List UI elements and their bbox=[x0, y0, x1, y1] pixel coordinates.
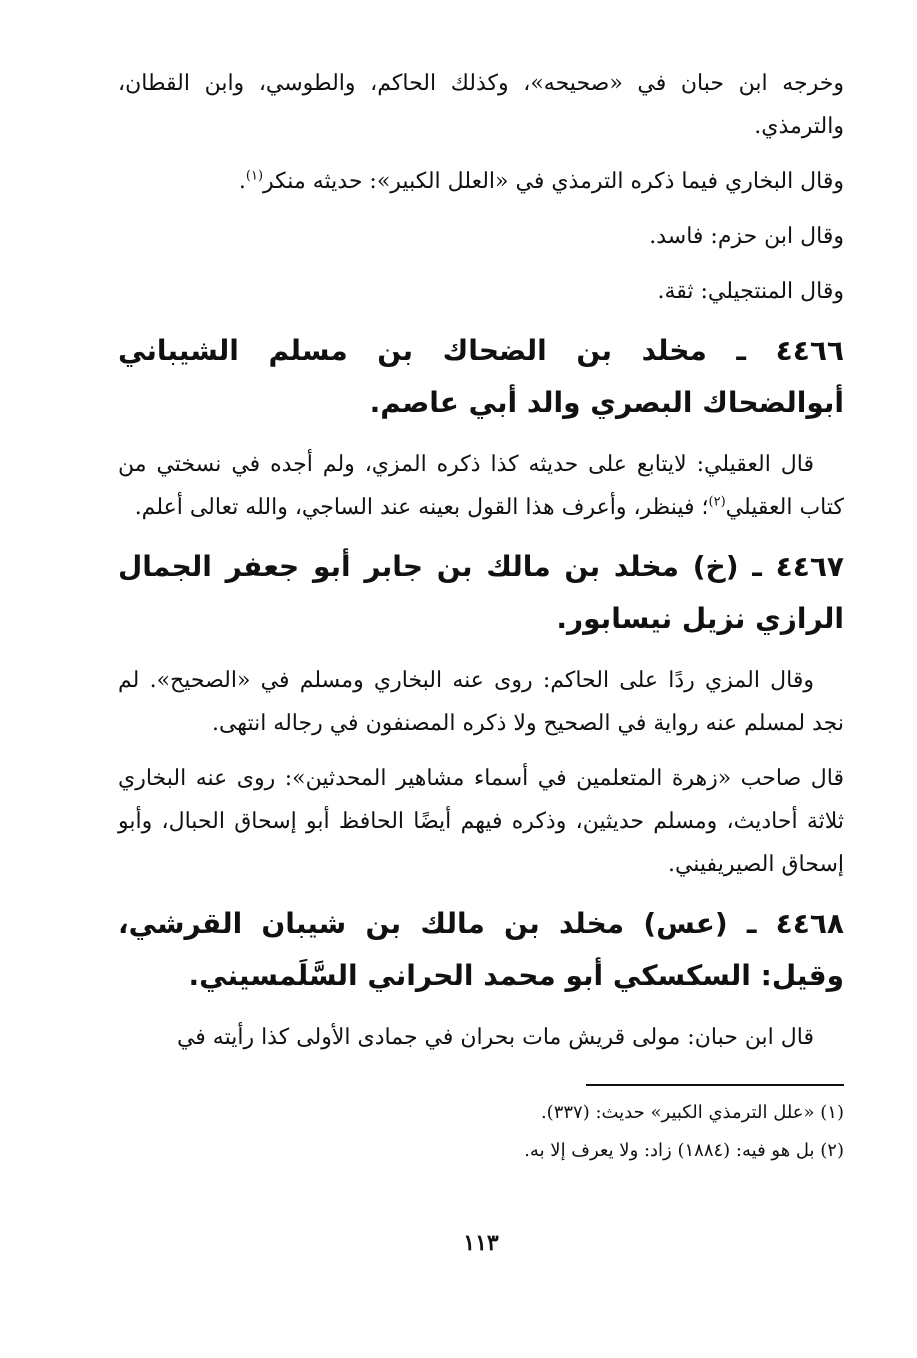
paragraph-text: وقال المزي ردًا على الحاكم: روى عنه البخاري ومسلم في «الصحيح». لم نجد لمسلم عنه رواية في الصحيح ولا ذكره المصنفون في رجاله انتهى. bbox=[118, 668, 844, 736]
paragraph-text: قال صاحب «زهرة المتعلمين في أسماء مشاهير المحدثين»: روى عنه البخاري ثلاثة أحاديث، ومسلم حديثين، وذكره فيهم أيضًا الحافظ أبو إسحاق الحبال، وأبو إسحاق الصيريفيني. bbox=[118, 766, 844, 877]
paragraph-text: وخرجه ابن حبان في «صحيحه»، وكذلك الحاكم، والطوسي، وابن القطان، والترمذي. bbox=[118, 71, 844, 139]
paragraph-text: قال العقيلي: لايتابع على حديثه كذا ذكره المزي، ولم أجده في نسختي من كتاب العقيلي bbox=[118, 452, 844, 520]
entry-heading bbox=[118, 325, 844, 429]
paragraph bbox=[118, 443, 844, 529]
entry-heading-text: ٤٤٦٨ ـ (عس) مخلد بن مالك بن شيبان القرشي، وقيل: السكسكي أبو محمد الحراني السَّلَمسيني. bbox=[118, 907, 844, 992]
page-number: ١١٣ bbox=[463, 1230, 499, 1256]
paragraph-text: قال ابن حبان: مولى قريش مات بحران في جمادى الأولى كذا رأيته في bbox=[176, 1025, 814, 1050]
footnote-marker: (١) bbox=[245, 168, 264, 184]
paragraph bbox=[118, 270, 844, 313]
entry-heading bbox=[118, 541, 844, 645]
entry-heading-text: ٤٤٦٦ ـ مخلد بن الضحاك بن مسلم الشيباني أبوالضحاك البصري والد أبي عاصم. bbox=[118, 334, 844, 419]
paragraph bbox=[118, 215, 844, 258]
paragraph-text: وقال ابن حزم: فاسد. bbox=[649, 224, 844, 249]
footnote-marker: (٢) bbox=[708, 494, 726, 510]
paragraph-text: وقال البخاري فيما ذكره الترمذي في «العلل الكبير»: حديثه منكر bbox=[263, 169, 844, 194]
paragraph-text: وقال المنتجيلي: ثقة. bbox=[657, 279, 844, 304]
main-text bbox=[118, 62, 844, 1059]
footnote-2: (٢) بل هو فيه: (١٨٨٤) زاد: ولا يعرف إلا به. bbox=[524, 1140, 844, 1161]
paragraph bbox=[118, 1016, 844, 1059]
paragraph bbox=[118, 659, 844, 745]
page-content bbox=[118, 62, 844, 1332]
paragraph-text-continued: . bbox=[238, 169, 246, 194]
paragraph bbox=[118, 62, 844, 148]
paragraph bbox=[118, 160, 844, 203]
paragraph-text-continued: ؛ فينظر، وأعرف هذا القول بعينه عند الساجي، والله تعالى أعلم. bbox=[134, 495, 709, 520]
footnotes bbox=[118, 1098, 844, 1174]
entry-heading-text: ٤٤٦٧ ـ (خ) مخلد بن مالك بن جابر أبو جعفر الجمال الرازي نزيل نيسابور. bbox=[118, 550, 844, 635]
footnote-1: (١) «علل الترمذي الكبير» حديث: (٣٣٧). bbox=[540, 1102, 844, 1123]
entry-heading bbox=[118, 898, 844, 1002]
paragraph bbox=[118, 757, 844, 886]
footnote-divider bbox=[586, 1084, 844, 1086]
